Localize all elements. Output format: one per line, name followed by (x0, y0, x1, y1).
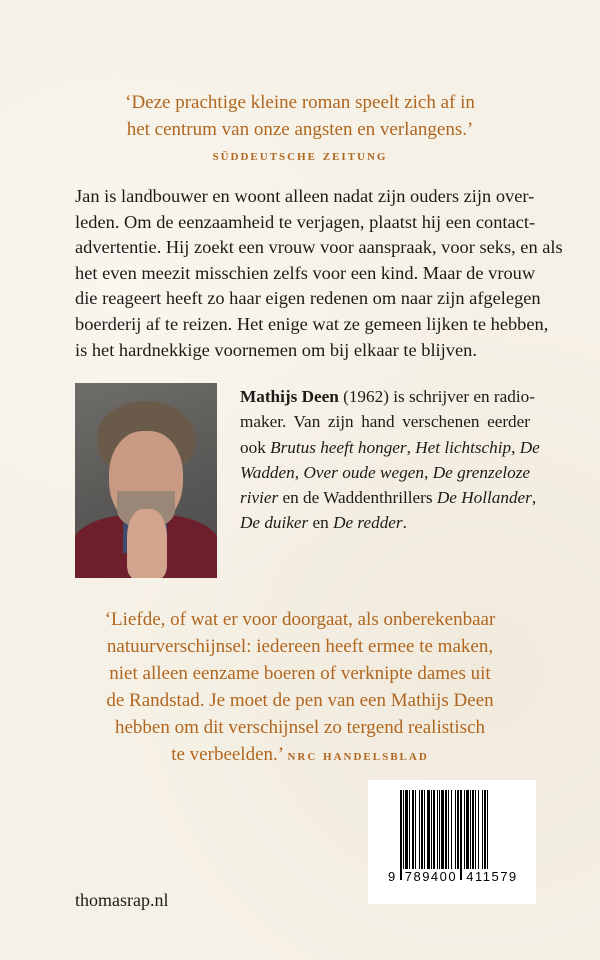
barcode-bars (400, 790, 518, 880)
bio-text: , (294, 462, 304, 482)
quote-bottom-line: niet alleen eenzame boeren of verknipte dames uit (109, 663, 491, 684)
quote-top-source: süddeutsche zeitung (212, 148, 388, 164)
book-title: Wadden (240, 462, 295, 482)
blurb-line: advertentie. Hij zoekt een vrouw voor aanspraak, voor seks, en als (75, 237, 563, 258)
blurb-line: boerderij af te reizen. Het enige wat ze gemeen lijken te hebben, (75, 313, 549, 334)
isbn-number (388, 869, 528, 884)
book-title: De (519, 437, 540, 457)
author-name: Mathijs Deen (240, 387, 339, 406)
isbn-group-1: 789400 (404, 869, 458, 884)
bio-line (240, 435, 540, 460)
book-title: De grenzeloze (432, 462, 531, 482)
book-title: De Hollander (436, 488, 532, 508)
book-title: Over oude wegen (303, 462, 424, 482)
author-bio (240, 384, 540, 536)
blurb-text (75, 184, 563, 363)
blurb-line: is het hardnekkige voornemen om bij elkaar te blijven. (75, 339, 477, 360)
bio-line (240, 384, 535, 409)
author-photo (75, 383, 217, 578)
isbn-group-2: 411579 (466, 869, 518, 884)
photo-hand-shape (127, 509, 167, 578)
bio-text: en de Waddenthrillers (278, 488, 437, 508)
quote-top-line: het centrum van onze angsten en verlangens.’ (126, 119, 474, 140)
bio-line (240, 460, 530, 485)
bio-text: , (511, 437, 520, 457)
bio-text: . (402, 513, 407, 533)
quote-bottom-line: ‘Liefde, of wat er voor doorgaat, als onberekenbaar (104, 609, 496, 630)
bio-line: maker. Van zijn hand verschenen eerder (240, 412, 530, 432)
bio-text: , (423, 462, 433, 482)
barcode-bar (488, 790, 489, 880)
quote-top (60, 89, 540, 169)
quote-bottom-final-line (60, 741, 540, 770)
book-title: Het lichtschip (415, 437, 512, 457)
book-title: Brutus heeft honger (270, 437, 407, 457)
isbn-first-digit: 9 (388, 869, 397, 884)
bio-text: , (406, 437, 416, 457)
bio-text: ook (240, 437, 271, 457)
quote-bottom-line: te verbeelden.’ (171, 744, 283, 765)
quote-bottom-source: nrc handelsblad (287, 748, 429, 764)
book-title: rivier (240, 488, 279, 508)
bio-text: en (308, 513, 334, 533)
bio-text: , (531, 488, 537, 508)
bio-line (240, 485, 537, 510)
book-title: De duiker (240, 513, 309, 533)
blurb-line: het even meezit misschien zelfs voor een kind. Maar de vrouw (75, 262, 536, 283)
publisher-website: thomasrap.nl (75, 890, 169, 910)
blurb-line: leden. Om de eenzaamheid te verjagen, plaatst hij een contact- (75, 211, 536, 232)
isbn-barcode (368, 780, 536, 904)
blurb-line: Jan is landbouwer en woont alleen nadat zijn ouders zijn over- (75, 186, 535, 206)
bio-text: (1962) is schrijver en radio- (338, 387, 535, 406)
quote-bottom-line: natuurverschijnsel: iedereen heeft ermee te maken, (106, 636, 494, 657)
quote-bottom-line: de Randstad. Je moet de pen van een Mathijs Deen (106, 690, 494, 711)
blurb-line: die reageert heeft zo haar eigen redenen om naar zijn afgelegen (75, 288, 541, 309)
book-title: De redder (333, 513, 403, 533)
bio-line (240, 510, 530, 535)
quote-top-line: ‘Deze prachtige kleine roman speelt zich af in (125, 92, 475, 113)
quote-bottom (60, 606, 540, 770)
quote-bottom-line: hebben om dit verschijnsel zo tergend realistisch (114, 717, 486, 738)
